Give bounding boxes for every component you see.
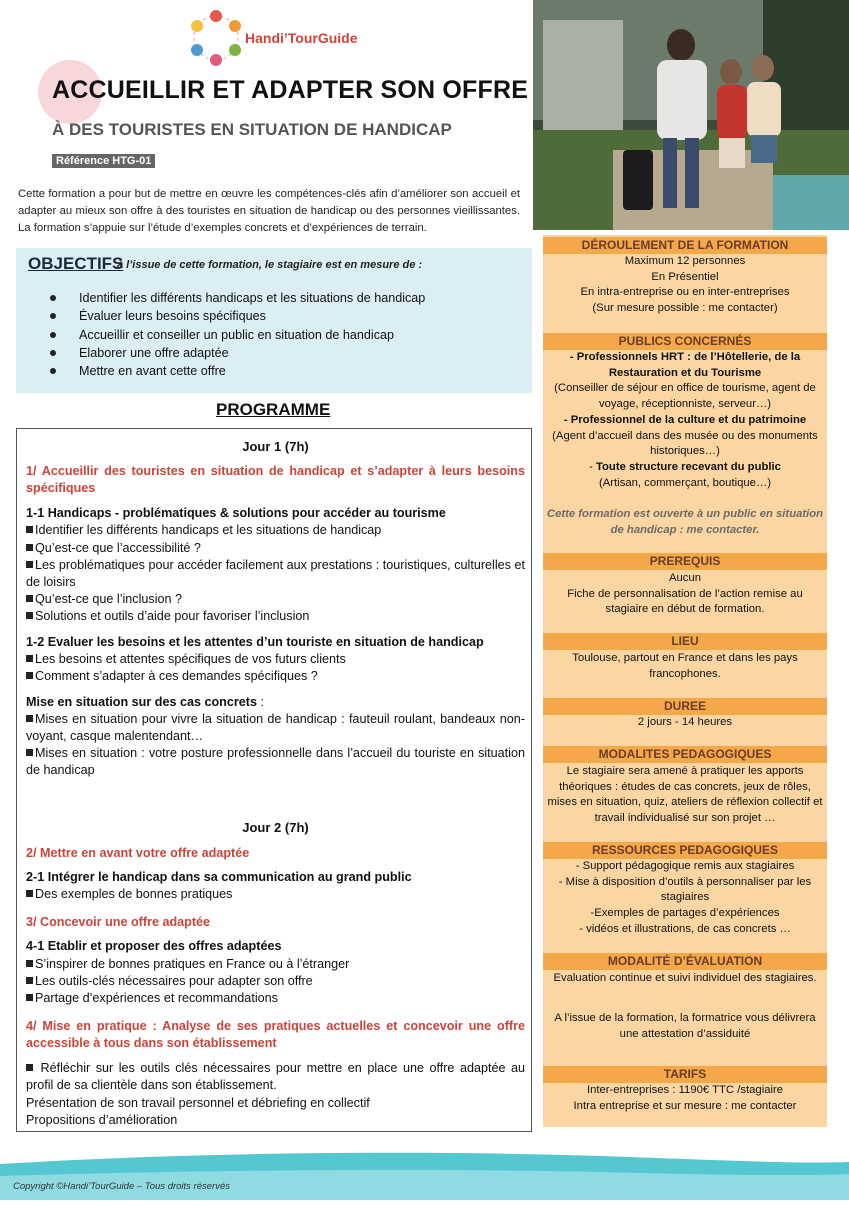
modalites-text: Le stagiaire sera amené à pratiquer les apports théoriques : études de cas concrets, jeux de rôles, mises en situation, quiz, ateliers de réflexion collectif et travail individualisé sur son projet … — [547, 765, 823, 825]
square-bullet-icon — [26, 715, 33, 722]
section21-title: 2-1 Intégrer le handicap dans sa communication au grand public — [26, 870, 412, 884]
modalites-heading: MODALITES PEDAGOGIQUES — [543, 746, 827, 763]
square-bullet-icon — [26, 544, 33, 551]
section11-title: 1-1 Handicaps - problématiques & solutions pour accéder au tourisme — [26, 506, 446, 520]
list-item: Qu’est-ce que l’accessibilité ? — [26, 540, 525, 557]
square-bullet-icon — [26, 749, 33, 756]
duree-heading: DUREE — [543, 698, 827, 715]
logo-icon — [186, 8, 246, 68]
list-item: Les besoins et attentes spécifiques de vos futurs clients — [26, 651, 525, 668]
publics-note: Cette formation est ouverte à un public en situation de handicap : me contacter. — [546, 508, 824, 536]
list-item: S’inspirer de bonnes pratiques en France ou à l’étranger — [26, 956, 525, 973]
objectives-lead: à l’issue de cette formation, le stagiaire est en mesure de : — [117, 259, 423, 271]
deroulement-text: Maximum 12 personnes En Présentiel En intra-entreprise ou en inter-entreprises (Sur mesure possible : me contacter) — [580, 255, 790, 315]
objectives-heading: OBJECTIFS — [28, 254, 124, 273]
square-bullet-icon — [26, 595, 33, 602]
ressources-text: - Support pédagogique remis aux stagiaires - Mise à disposition d’outils à personnaliser par les stagiaires -Exemples de partages d’expériences - vidéos et illustrations, de cas concrets … — [558, 860, 812, 935]
copyright: Copyright ©Handi’TourGuide – Tous droits réservés — [13, 1181, 230, 1192]
prerequis-heading: PREREQUIS — [543, 553, 827, 570]
square-bullet-icon — [26, 672, 33, 679]
list-item: Les outils-clés nécessaires pour adapter son offre — [26, 973, 525, 990]
list-item: Mises en situation pour vivre la situation de handicap : fauteuil roulant, bandeaux non-voyant, casque malentendant… — [26, 712, 525, 743]
bullet-icon — [50, 295, 56, 301]
square-bullet-icon — [26, 1064, 33, 1071]
list-item: Mettre en avant cette offre — [50, 362, 425, 380]
list-item: Les problématiques pour accéder facilement aux prestations : touristiques, culturelles et de loisirs — [26, 558, 525, 589]
list-item: Identifier les différents handicaps et les situations de handicap — [26, 522, 525, 539]
section3-title: 3/ Concevoir une offre adaptée — [26, 915, 211, 929]
section1-title: 1/ Accueillir des touristes en situation de handicap et s’adapter à leurs besoins spécifiques — [26, 464, 525, 495]
evaluation-text-2: A l’issue de la formation, la formatrice vous délivrera une attestation d’assiduité — [554, 1012, 816, 1040]
list-item: Comment s’adapter à ces demandes spécifiques ? — [26, 668, 525, 685]
section4-title: 4/ Mise en pratique : Analyse de ses pratiques actuelles et concevoir une offre accessible à tous dans son établissement — [26, 1019, 525, 1050]
deroulement-heading: DÉROULEMENT DE LA FORMATION — [543, 237, 827, 254]
section41-title: 4-1 Etablir et proposer des offres adaptées — [26, 939, 282, 953]
day2-heading: Jour 2 (7h) — [242, 820, 309, 835]
programme-line: Présentation de son travail personnel et débriefing en collectif — [26, 1096, 370, 1110]
evaluation-heading: MODALITÉ D’ÉVALUATION — [543, 953, 827, 970]
square-bullet-icon — [26, 994, 33, 1001]
list-item: Partage d’expériences et recommandations — [26, 990, 525, 1007]
list-item: Mises en situation : votre posture professionnelle dans l’accueil du touriste en situation de handicap — [26, 746, 525, 777]
reference-badge: Référence HTG-01 — [52, 154, 155, 168]
square-bullet-icon — [26, 526, 33, 533]
lieu-text: Toulouse, partout en France et dans les pays francophones. — [572, 652, 798, 680]
programme-line: Propositions d’amélioration — [26, 1113, 178, 1127]
list-item: Réfléchir sur les outils clés nécessaires pour mettre en place une offre adaptée au profil de sa clientèle dans son établissement. — [26, 1061, 525, 1092]
page-subtitle: À DES TOURISTES EN SITUATION DE HANDICAP — [52, 120, 452, 139]
square-bullet-icon — [26, 655, 33, 662]
page-title: ACCUEILLIR ET ADAPTER SON OFFRE — [52, 76, 529, 104]
publics-text: - Professionnels HRT : de l’Hôtellerie, de la Restauration et du Tourisme (Conseiller de séjour en office de tourisme, agent de voyage, réceptionniste, serveur…) - Professionnel de la culture et du patrimoine (Agent d’accueil dans des musée ou des monuments historiques…) - Toute structure recevant du public (Artisan, commerçant, boutique…) — [552, 351, 818, 489]
programme-heading: PROGRAMME — [216, 400, 331, 419]
mise-title: Mise en situation sur des cas concrets : — [26, 695, 264, 709]
bullet-icon — [50, 368, 56, 374]
lieu-heading: LIEU — [543, 633, 827, 650]
publics-heading: PUBLICS CONCERNÉS — [543, 333, 827, 350]
duree-text: 2 jours - 14 heures — [637, 716, 733, 728]
list-item: Solutions et outils d’aide pour favoriser l’inclusion — [26, 608, 525, 625]
square-bullet-icon — [26, 890, 33, 897]
hero-photo — [533, 0, 849, 230]
list-item: Des exemples de bonnes pratiques — [26, 886, 525, 903]
objectives-list — [50, 289, 425, 380]
square-bullet-icon — [26, 612, 33, 619]
bullet-icon — [50, 313, 56, 319]
section2-title: 2/ Mettre en avant votre offre adaptée — [26, 846, 250, 860]
square-bullet-icon — [26, 977, 33, 984]
evaluation-text: Evaluation continue et suivi individuel des stagiaires. — [553, 972, 817, 984]
list-item: Accueillir et conseiller un public en situation de handicap — [50, 326, 425, 344]
bullet-icon — [50, 332, 56, 338]
footer-wave — [0, 1150, 849, 1200]
tarifs-heading: TARIFS — [543, 1066, 827, 1083]
square-bullet-icon — [26, 960, 33, 967]
list-item: Elaborer une offre adaptée — [50, 344, 425, 362]
list-item: Qu’est-ce que l’inclusion ? — [26, 591, 525, 608]
list-item: Évaluer leurs besoins spécifiques — [50, 307, 425, 325]
ressources-heading: RESSOURCES PEDAGOGIQUES — [543, 842, 827, 859]
bullet-icon — [50, 350, 56, 356]
prerequis-text: Aucun Fiche de personnalisation de l’action remise au stagiaire en début de formation. — [567, 572, 803, 616]
square-bullet-icon — [26, 561, 33, 568]
tarifs-text: Inter-entreprises : 1190€ TTC /stagiaire Intra entreprise et sur mesure : me contacter — [573, 1084, 797, 1112]
section12-title: 1-2 Evaluer les besoins et les attentes d’un touriste en situation de handicap — [26, 635, 484, 649]
intro-paragraph: Cette formation a pour but de mettre en œuvre les compétences-clés afin d’améliorer son accueil et adapter au mieux son offre à des touristes en situation de handicap ou des personnes vieillissantes. La formation s’appuie sur l’étude d’exemples concrets et d’expériences de terrain. — [18, 188, 520, 234]
list-item: Identifier les différents handicaps et les situations de handicap — [50, 289, 425, 307]
day1-heading: Jour 1 (7h) — [242, 439, 309, 454]
brand-name: Handi’TourGuide — [245, 30, 358, 46]
